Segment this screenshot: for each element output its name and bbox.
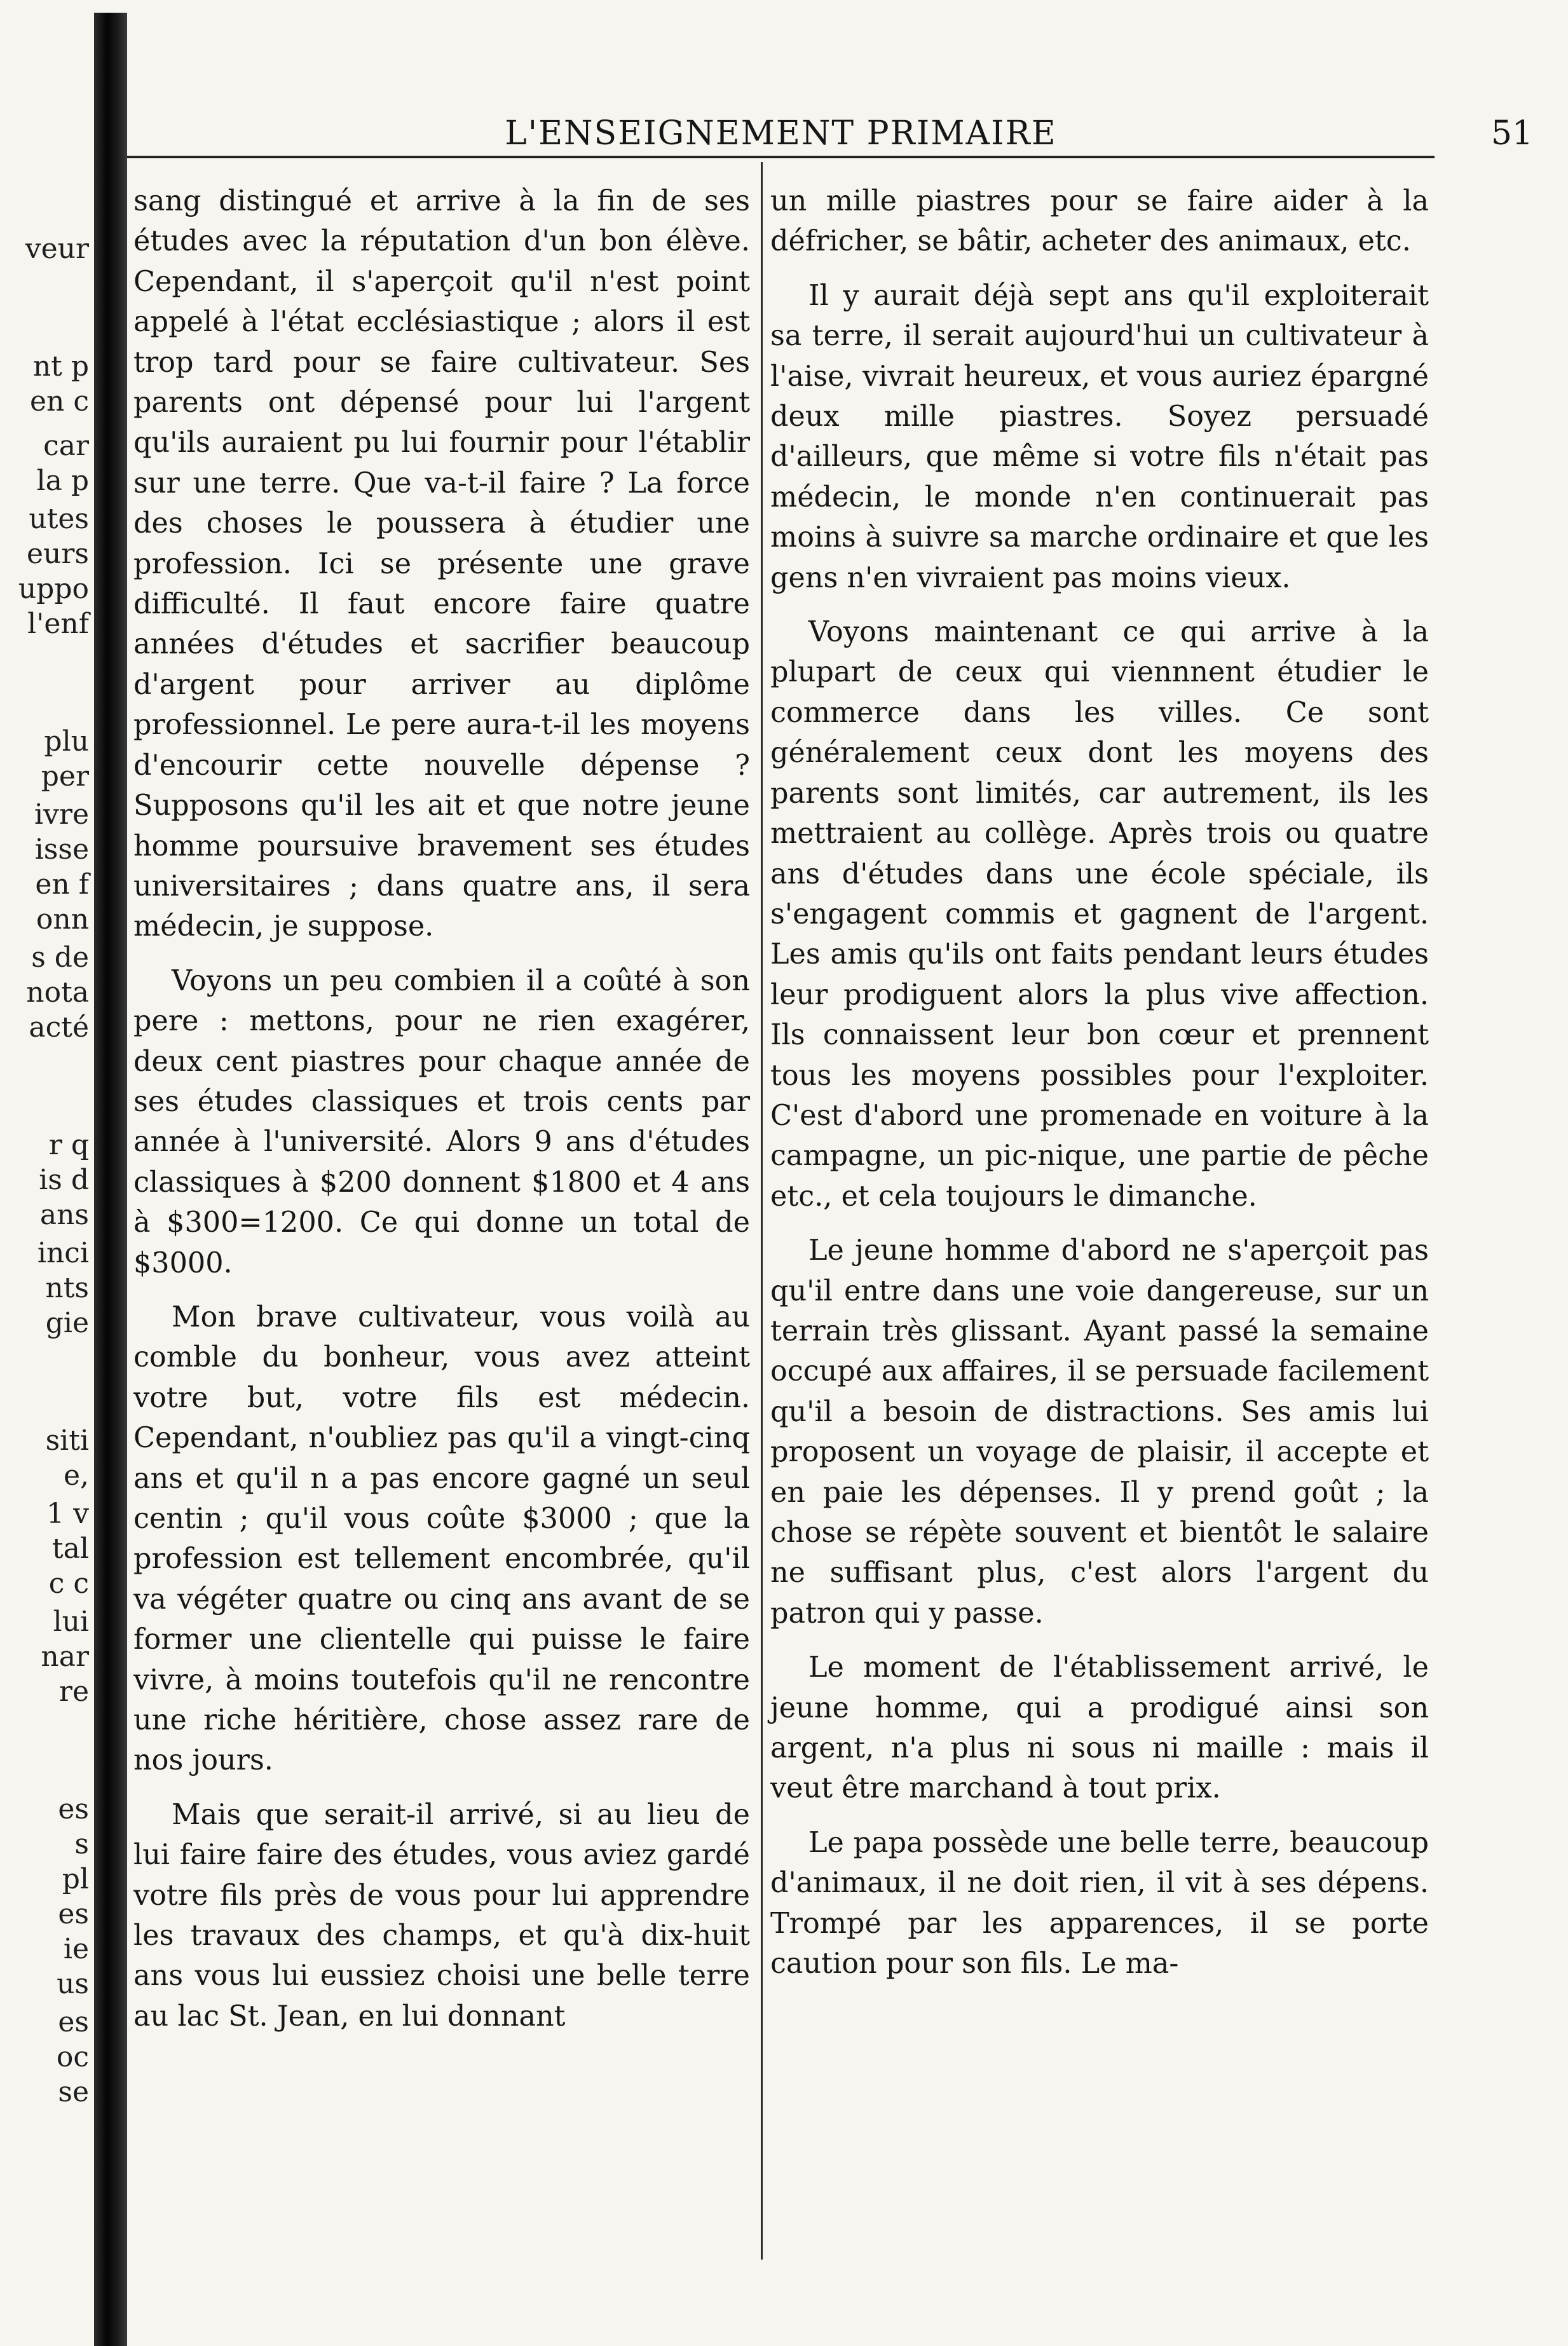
gutter-fragment: es — [58, 1793, 89, 1825]
left-column — [133, 181, 750, 2050]
paragraph: Voyons un peu combien il a coûté à son pere : mettons, pour ne rien exagérer, deux cent piastres pour chaque année de ses études classiques et trois cents par année à l'université. Alors 9 ans d'études classiques à $200 donnent $1800 et 4 ans à $300=1200. Ce qui donne un total de $3000. — [133, 964, 750, 1279]
gutter-fragment: is d — [39, 1164, 89, 1196]
paragraph: Mais que serait-il arrivé, si au lieu de lui faire faire des études, vous aviez gardé votre fils près de vous pour lui apprendre les travaux des champs, et qu'à dix-huit ans vous lui eussiez choisi une belle terre au lac St. Jean, en lui donnant — [133, 1798, 750, 2033]
gutter-fragment: ie — [63, 1933, 89, 1965]
binding-shadow — [94, 13, 127, 2346]
gutter-fragment: l'enf — [27, 608, 89, 640]
paragraph: sang distingué et arrive à la fin de ses études avec la réputation d'un bon élève. Cependant, il s'aperçoit qu'il n'est point appelé à l'état ecclésiastique ; alors il est trop tard pour se faire cultivateur. Ses parents ont dépensé pour lui l'argent qu'ils auraient pu lui fournir pour l'établir sur une terre. Que va-t-il faire ? La force des choses le poussera à étudier une profession. Ici se présente une grave difficulté. Il faut encore faire quatre années d'études et sacrifier beaucoup d'argent pour arriver au diplôme professionnel. Le pere aura-t-il les moyens d'encourir cette nouvelle dépense ? Supposons qu'il les ait et que notre jeune homme poursuive bravement ses études universitaires ; dans quatre ans, il sera médecin, je suppose. — [133, 185, 750, 943]
gutter-fragment: per — [41, 760, 89, 793]
gutter-fragment: us — [57, 1968, 89, 2000]
gutter-fragment: plu — [44, 725, 89, 758]
gutter-fragment: ivre — [34, 798, 89, 831]
page-number: 51 — [1490, 114, 1533, 153]
gutter-fragment: oc — [56, 2041, 89, 2073]
paragraph: Voyons maintenant ce qui arrive à la plupart de ceux qui viennnent étudier le commerce dans les villes. Ce sont généralement ceux dont les moyens des parents sont limités, car autrement, ils les mettraient au collège. Après trois ou quatre ans d'études dans une école spéciale, ils s'engagent commis et gagnent de l'argent. Les amis qu'ils ont faits pendant leurs études leur prodiguent alors la plus vive affection. Ils connaissent leur bon cœur et prennent tous les moyens possibles pour l'exploiter. C'est d'abord une promenade en voiture à la campagne, un pic-nique, une partie de pêche etc., et cela toujours le dimanche. — [770, 616, 1429, 1213]
gutter-fragment: gie — [45, 1307, 89, 1339]
paragraph: un mille piastres pour se faire aider à la défricher, se bâtir, acheter des animaux, etc. — [770, 185, 1429, 258]
gutter-fragment: e, — [63, 1459, 89, 1492]
paragraph: Le moment de l'établissement arrivé, le jeune homme, qui a prodigué ainsi son argent, n'a plus ni sous ni maille : mais il veut être marchand à tout prix. — [770, 1651, 1429, 1805]
gutter-fragment: es — [58, 1898, 89, 1930]
gutter-fragment: pl — [62, 1863, 89, 1895]
gutter-fragment: siti — [45, 1424, 89, 1457]
gutter-fragment: s de — [31, 941, 89, 974]
gutter-fragment: tal — [52, 1532, 89, 1565]
gutter-fragment: utes — [29, 503, 89, 535]
paragraph: Mon brave cultivateur, vous voilà au comble du bonheur, vous avez atteint votre but, votre fils est médecin. Cependant, n'oubliez pas qu'il a vingt-cinq ans et qu'il n a pas encore gagné un seul centin ; qu'il vous coûte $3000 ; que la profession est tellement encombrée, qu'il va végéter quatre ou cinq ans avant de se former une clientelle qui puisse le faire vivre, à moins toutefois qu'il ne rencontre une riche héritière, chose assez rare de nos jours. — [133, 1300, 750, 1777]
gutter-fragment: car — [43, 430, 89, 462]
gutter-fragment: uppo — [18, 573, 89, 605]
gutter-fragment: en c — [29, 385, 89, 418]
gutter-fragment: nt p — [32, 350, 89, 383]
gutter-fragment: isse — [34, 833, 89, 866]
paragraph: Il y aurait déjà sept ans qu'il exploiterait sa terre, il serait aujourd'hui un cultivateur à l'aise, vivrait heureux, et vous auriez épargné deux mille piastres. Soyez persuadé d'ailleurs, que même si votre fils n'était pas médecin, le monde n'en continuerait pas moins à suivre sa marche ordinaire et que les gens n'en vivraient pas moins vieux. — [770, 279, 1429, 594]
gutter-fragment: ans — [39, 1199, 89, 1231]
gutter-fragment: la p — [36, 465, 89, 497]
gutter-fragment: re — [58, 1675, 89, 1708]
header-rule — [127, 156, 1435, 158]
gutter-fragment: nar — [41, 1640, 89, 1673]
gutter-fragment: nts — [45, 1272, 89, 1304]
gutter-fragment: lui — [53, 1606, 89, 1638]
gutter-fragment: c c — [48, 1567, 89, 1600]
gutter-fragment: eurs — [27, 538, 89, 570]
gutter-fragment: nota — [26, 976, 89, 1009]
page-header — [127, 108, 1533, 159]
gutter-fragment: onn — [36, 903, 89, 936]
gutter-fragment: veur — [25, 233, 89, 265]
running-title: L'ENSEIGNEMENT PRIMAIRE — [505, 114, 1057, 153]
paragraph: Le papa possède une belle terre, beaucoup d'animaux, il ne doit rien, il vit à ses dépens. Trompé par les apparences, il se porte caution pour son fils. Le ma- — [770, 1826, 1429, 1981]
gutter-fragment: acté — [29, 1011, 89, 1044]
gutter-fragment: es — [58, 2006, 89, 2038]
right-column — [770, 181, 1429, 1998]
gutter-fragment: r q — [48, 1129, 89, 1161]
gutter-fragment: 1 v — [46, 1497, 89, 1530]
gutter-fragment: s — [74, 1828, 89, 1860]
column-rule — [761, 162, 763, 2260]
gutter-fragment: en f — [35, 868, 89, 901]
adjacent-page-margin — [0, 0, 95, 2346]
paragraph: Le jeune homme d'abord ne s'aperçoit pas qu'il entre dans une voie dangereuse, sur un terrain très glissant. Ayant passé la semaine occupé aux affaires, il se persuade facilement qu'il a besoin de distractions. Ses amis lui proposent un voyage de plaisir, il accepte et en paie les dépenses. Il y prend goût ; la chose se répète souvent et bientôt le salaire ne suffisant plus, c'est alors l'argent du patron qui y passe. — [770, 1234, 1429, 1630]
gutter-fragment: se — [58, 2076, 89, 2108]
gutter-fragment: inci — [37, 1237, 89, 1269]
